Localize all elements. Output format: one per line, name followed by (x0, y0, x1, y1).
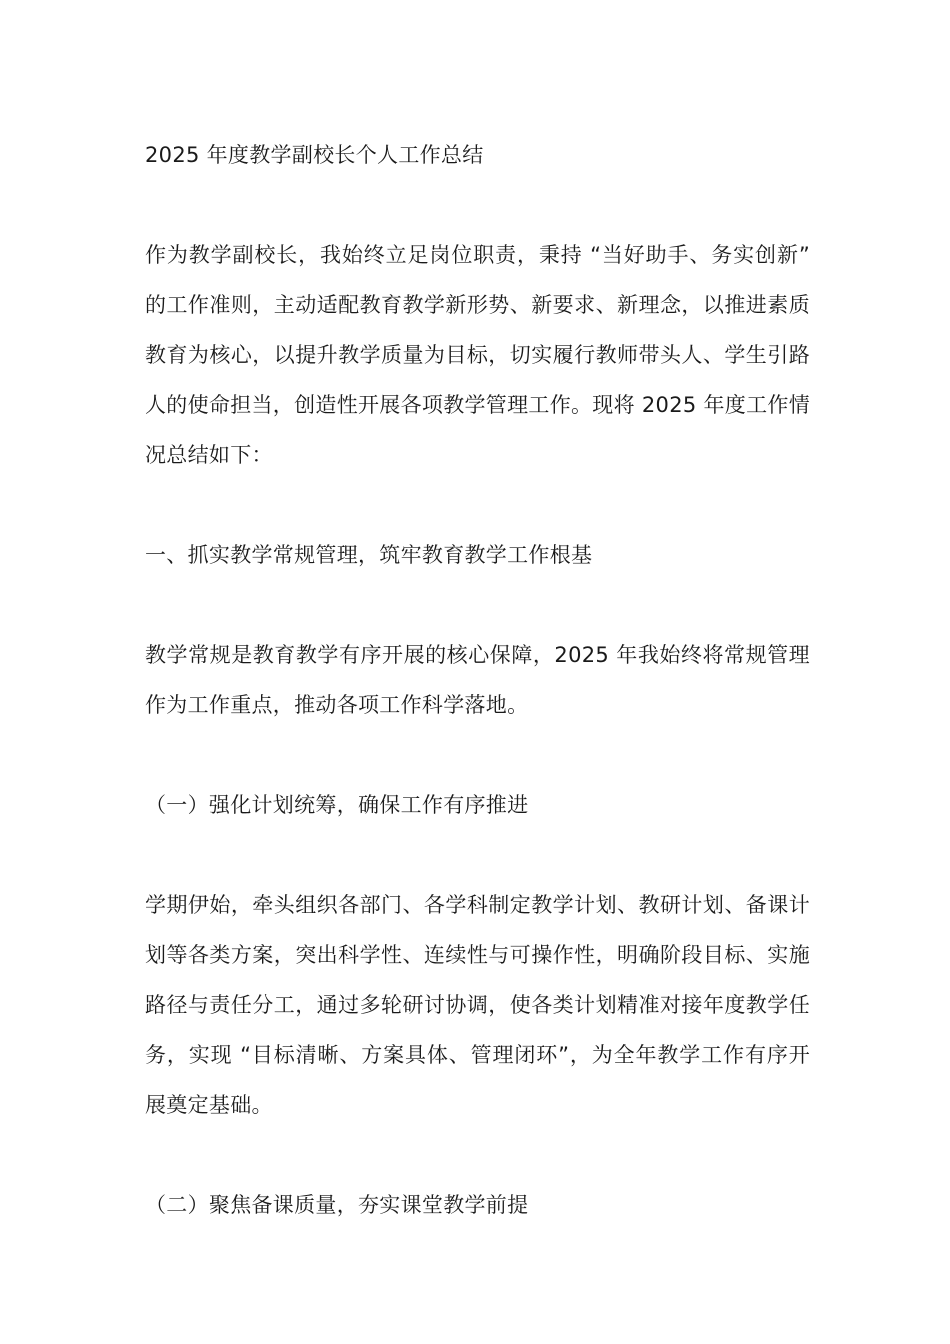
section-1-heading: 一、抓实教学常规管理，筑牢教育教学工作根基 (145, 543, 593, 567)
document-body (145, 130, 810, 1280)
subsection-1-heading: （一）强化计划统筹，确保工作有序推进 (145, 793, 529, 817)
intro-paragraph: 作为教学副校长，我始终立足岗位职责，秉持 “当好助手、务实创新” 的工作准则，主动适配教育教学新形势、新要求、新理念，以推进素质教育为核心，以提升教学质量为目标，切实履行教师带头人、学生引路人的使命担当，创造性开展各项教学管理工作。现将 2025 年度工作情况总结如下： (145, 243, 810, 467)
section-1-intro-paragraph: 教学常规是教育教学有序开展的核心保障，2025 年我始终将常规管理作为工作重点，推动各项工作科学落地。 (145, 643, 810, 717)
subsection-1-paragraph: 学期伊始，牵头组织各部门、各学科制定教学计划、教研计划、备课计划等各类方案，突出科学性、连续性与可操作性，明确阶段目标、实施路径与责任分工，通过多轮研讨协调，使各类计划精准对接年度教学任务，实现 “目标清晰、方案具体、管理闭环”，为全年教学工作有序开展奠定基础。 (145, 893, 810, 1117)
subsection-2-heading: （二）聚焦备课质量，夯实课堂教学前提 (145, 1193, 529, 1217)
document-title: 2025 年度教学副校长个人工作总结 (145, 143, 484, 167)
